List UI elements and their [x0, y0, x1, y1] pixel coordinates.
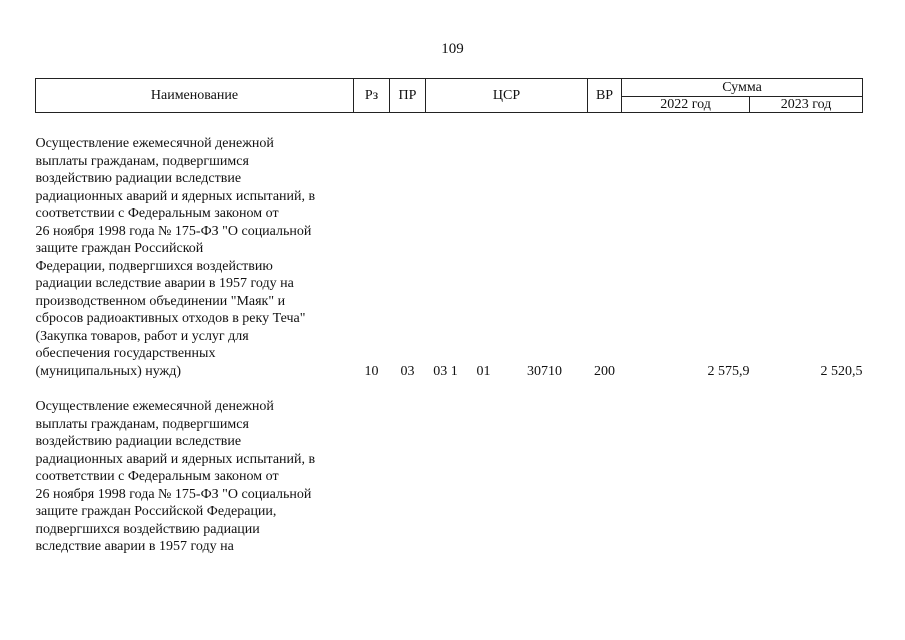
row-vr: 200 [594, 363, 616, 379]
row-sum-2022: 2 575,9 [707, 363, 750, 379]
table-row [36, 135, 863, 380]
budget-table [35, 78, 863, 556]
page-number: 109 [441, 41, 464, 57]
row-csr-direction: 30710 [527, 363, 562, 379]
row-sum-2023: 2 520,5 [820, 363, 863, 379]
row-pr: 03 [400, 363, 415, 379]
table-row [36, 398, 863, 556]
row-csr-subprogram: 01 [476, 363, 491, 379]
header-csr: ЦСР [426, 79, 588, 113]
row-name: Осуществление ежемесячной денежной выплаты гражданам, подвергшимся воздействию радиации вследствие радиационных аварий и ядерных испытаний, в соответствии с Федеральным законом от 26 ноября 1998 года № 175-ФЗ "О социальной защите граждан Российской Федерации, подвергшихся воздействию радиации вследствие аварии в 1957 году на [35, 399, 316, 554]
header-name: Наименование [36, 79, 354, 113]
header-vr: ВР [588, 79, 622, 113]
header-sum: Сумма [622, 79, 863, 97]
header-year-2022: 2022 год [622, 97, 750, 113]
header-rz: Рз [354, 79, 390, 113]
row-csr-program: 03 1 [433, 363, 458, 379]
row-name: Осуществление ежемесячной денежной выплаты гражданам, подвергшимся воздействию радиации вследствие радиационных аварий и ядерных испытаний, в соответствии с Федеральным законом от 26 ноября 1998 года № 175-ФЗ "О социальной защите граждан Российской Федерации, подвергшихся воздействию радиации вследствие аварии в 1957 году на производственном объединении "Маяк" и сбросов радиоактивных отходов в реку Теча" (Закупка товаров, работ и услуг для обеспечения государственных (муниципальных) нужд) [35, 136, 316, 379]
row-rz: 10 [364, 363, 379, 379]
header-year-2023: 2023 год [750, 97, 863, 113]
header-pr: ПР [390, 79, 426, 113]
